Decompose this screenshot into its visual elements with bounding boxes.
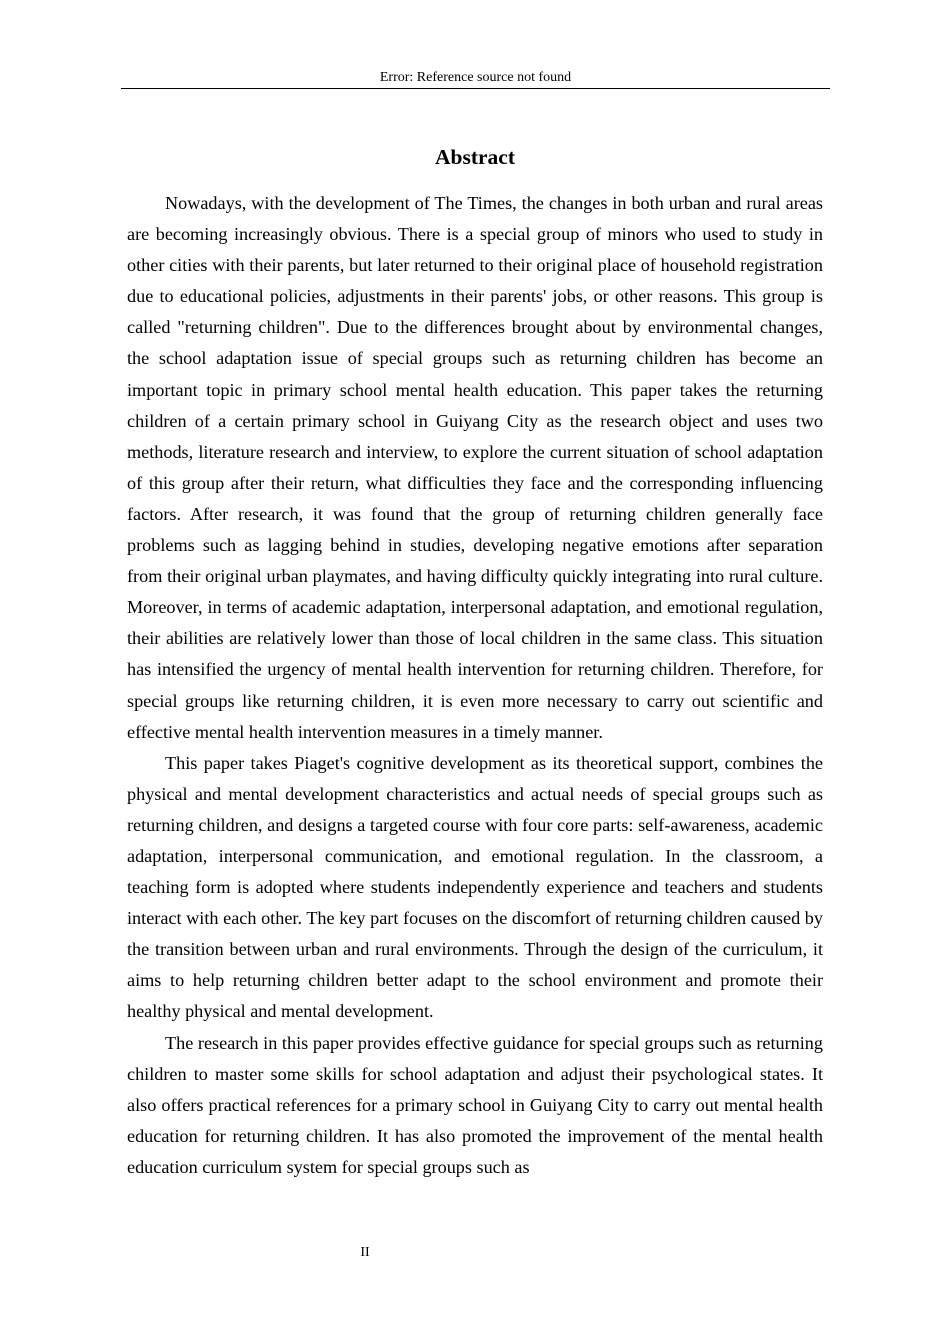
page-number: II [360,1245,370,1260]
abstract-title: Abstract [434,145,515,169]
abstract-paragraph-2: This paper takes Piaget's cognitive development as its theoretical support, combines the physical and mental development characteristics and actual needs of special groups such as returning children, and designs a targeted course with four core parts: self-awareness, academic adaptation, interpersonal communication, and emotional regulation. In the classroom, a teaching form is adopted where students independently experience and teachers and students interact with each other. The key part focuses on the discomfort of returning children caused by the transition between urban and rural environments. Through the design of the curriculum, it aims to help returning children better adapt to the school environment and promote their healthy physical and mental development. [127,752,823,1022]
abstract-paragraph-3: The research in this paper provides effective guidance for special groups such as returning children to master some skills for school adaptation and adjust their psychological states. It also offers practical references for a primary school in Guiyang City to carry out mental health education for returning children. It has also promoted the improvement of the mental health education curriculum system for special groups such as [127,1032,823,1177]
abstract-paragraph-1: Nowadays, with the development of The Times, the changes in both urban and rural areas are becoming increasingly obvious. There is a special group of minors who used to study in other cities with their parents, but later returned to their original place of household registration due to educational policies, adjustments in their parents' jobs, or other reasons. This group is called "returning children". Due to the differences brought about by environmental changes, the school adaptation issue of special groups such as returning children has become an important topic in primary school mental health education. This paper takes the returning children of a certain primary school in Guiyang City as the research object and uses two methods, literature research and interview, to explore the current situation of school adaptation of this group after their return, what difficulties they face and the corresponding influencing factors. After research, it was found that the group of returning children generally face problems such as lagging behind in studies, developing negative emotions after separation from their original urban playmates, and having difficulty quickly integrating into rural culture. Moreover, in terms of academic adaptation, interpersonal adaptation, and emotional regulation, their abilities are relatively lower than those of local children in the same class. This situation has intensified the urgency of mental health intervention for returning children. Therefore, for special groups like returning children, it is even more necessary to carry out scientific and effective mental health intervention measures in a timely manner. [127,193,823,742]
abstract-body [127,188,823,1183]
running-header: Error: Reference source not found [121,69,830,89]
